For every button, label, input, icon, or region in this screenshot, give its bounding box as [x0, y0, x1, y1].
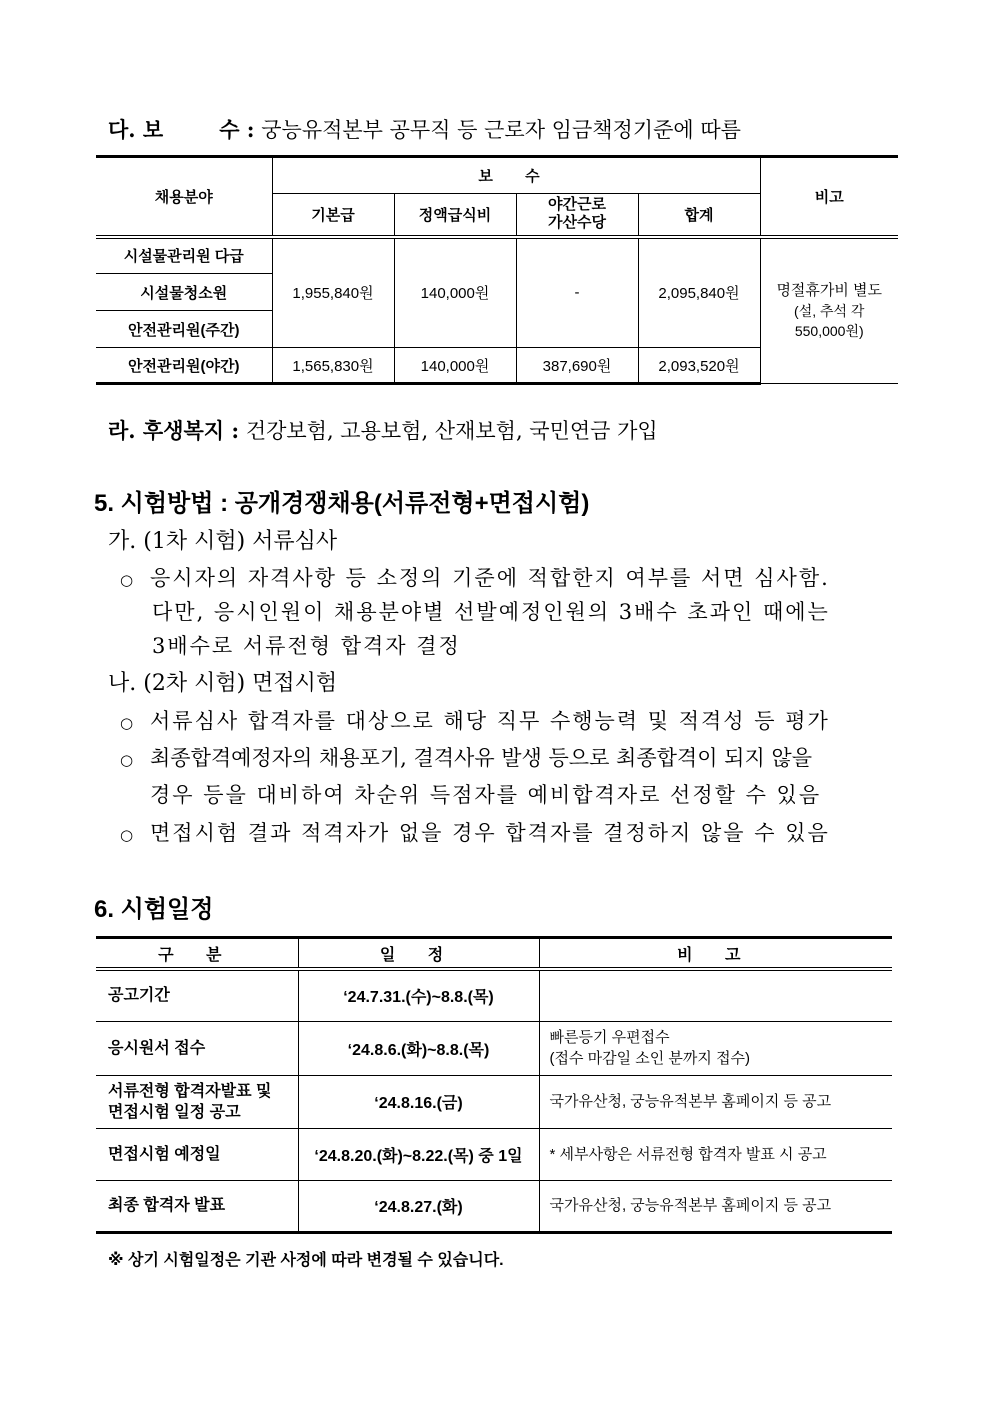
cell-base: 1,955,840원: [272, 237, 394, 348]
welfare-label: 라. 후생복지 :: [108, 418, 240, 443]
row-category: 공고기간: [96, 969, 298, 1021]
schedule-table: [96, 936, 892, 1234]
row-date: ‘24.8.16.(금): [298, 1075, 539, 1128]
row-category: 시설물청소원: [96, 274, 272, 311]
header-date: 일 정: [298, 938, 539, 970]
row-category: 응시원서 접수: [96, 1021, 298, 1075]
sub1-title: 가. (1차 시험) 서류심사: [108, 529, 338, 554]
row-remark: * 세부사항은 서류전형 합격자 발표 시 공고: [539, 1128, 892, 1180]
cell-total: 2,093,520원: [638, 348, 760, 384]
remark-line1: 빠른등기 우편접수: [549, 1029, 670, 1046]
cell-base: 1,565,830원: [272, 348, 394, 384]
pay-label: 다. 보: [108, 117, 164, 142]
bullet-text: 응시자의 자격사항 등 소정의 기준에 적합한지 여부를 서면 심사함.: [150, 566, 830, 590]
bullet-circle-icon: ○: [120, 750, 134, 769]
bullet-text: 서류심사 합격자를 대상으로 해당 직무 수행능력 및 적격성 등 평가: [150, 709, 830, 733]
header-total: 합계: [638, 194, 760, 237]
row-category: 안전관리원(주간): [96, 311, 272, 348]
table-row: [96, 1021, 892, 1075]
pay-heading: [108, 114, 741, 144]
table-row: [96, 1180, 892, 1232]
sub2-bullet1: [120, 705, 830, 735]
header-night-line2: 가산수당: [548, 214, 606, 232]
sub1-bullet1-line2: 다만, 응시인원이 채용분야별 선발예정인원의 3배수 초과인 때에는: [152, 600, 830, 624]
table-row: [96, 969, 892, 1021]
header-pay-group: 보 수: [272, 157, 760, 194]
pay-label-2: 수 :: [219, 117, 255, 142]
category-line2: 면접시험 일정 공고: [108, 1103, 241, 1121]
header-meal: 정액급식비: [394, 194, 516, 237]
bullet-circle-icon: ○: [120, 713, 136, 732]
welfare-text: 건강보험, 고용보험, 산재보험, 국민연금 가입: [245, 419, 658, 443]
row-remark: [539, 969, 892, 1021]
row-remark: 국가유산청, 궁능유적본부 홈페이지 등 공고: [539, 1075, 892, 1128]
bullet-circle-icon: ○: [120, 825, 136, 844]
welfare-line: [108, 415, 658, 445]
header-night: [516, 194, 638, 237]
note-line1: 명절휴가비 별도: [776, 281, 883, 299]
row-date: ‘24.7.31.(수)~8.8.(목): [298, 969, 539, 1021]
header-remark: 비 고: [539, 938, 892, 970]
sub2-bullet2-line2: 경우 등을 대비하여 차순위 득점자를 예비합격자로 선정할 수 있음: [150, 783, 822, 807]
sub2-bullet3: [120, 817, 830, 847]
bullet-circle-icon: ○: [120, 570, 136, 589]
cell-note: [760, 237, 898, 384]
sub2-bullet2: [120, 742, 812, 772]
pay-table: [96, 155, 898, 385]
sub1-bullet1: [120, 562, 830, 592]
row-remark: 국가유산청, 궁능유적본부 홈페이지 등 공고: [539, 1180, 892, 1232]
row-date: ‘24.8.27.(화): [298, 1180, 539, 1232]
row-category: 최종 합격자 발표: [96, 1180, 298, 1232]
table-row: [96, 1075, 892, 1128]
table-row: [96, 1128, 892, 1180]
row-category: 면접시험 예정일: [96, 1128, 298, 1180]
cell-night: -: [516, 237, 638, 348]
section6-title: 6. 시험일정: [94, 896, 214, 923]
row-remark: [539, 1021, 892, 1075]
note-line2: (설, 추석 각: [794, 302, 865, 319]
header-category: 구 분: [96, 938, 298, 970]
cell-night: 387,690원: [516, 348, 638, 384]
cell-meal: 140,000원: [394, 237, 516, 348]
header-category: 채용분야: [96, 157, 272, 237]
row-category: [96, 1075, 298, 1128]
cell-meal: 140,000원: [394, 348, 516, 384]
pay-text: 궁능유적본부 공무직 등 근로자 임금책정기준에 따름: [261, 118, 741, 142]
cell-total: 2,095,840원: [638, 237, 760, 348]
header-note: 비고: [760, 157, 898, 237]
schedule-footnote: ※ 상기 시험일정은 기관 사정에 따라 변경될 수 있습니다.: [108, 1252, 504, 1269]
row-date: ‘24.8.20.(화)~8.22.(목) 중 1일: [298, 1128, 539, 1180]
bullet-text: 면접시험 결과 적격자가 없을 경우 합격자를 결정하지 않을 수 있음: [150, 821, 830, 845]
header-night-line1: 야간근로: [548, 196, 606, 214]
header-base: 기본급: [272, 194, 394, 237]
sub1-bullet1-line3: 3배수로 서류전형 합격자 결정: [152, 634, 461, 658]
category-line1: 서류전형 합격자발표 및: [108, 1082, 272, 1100]
remark-line2: (접수 마감일 소인 분까지 접수): [549, 1050, 751, 1067]
row-category: 안전관리원(야간): [96, 348, 272, 384]
bullet-text: 최종합격예정자의 채용포기, 결격사유 발생 등으로 최종합격이 되지 않을: [150, 746, 812, 770]
section5-title: 5. 시험방법 : 공개경쟁채용(서류전형+면접시험): [94, 490, 590, 517]
row-date: ‘24.8.6.(화)~8.8.(목): [298, 1021, 539, 1075]
note-line3: 550,000원): [794, 322, 864, 339]
sub2-title: 나. (2차 시험) 면접시험: [108, 671, 338, 696]
row-category: 시설물관리원 다급: [96, 237, 272, 274]
